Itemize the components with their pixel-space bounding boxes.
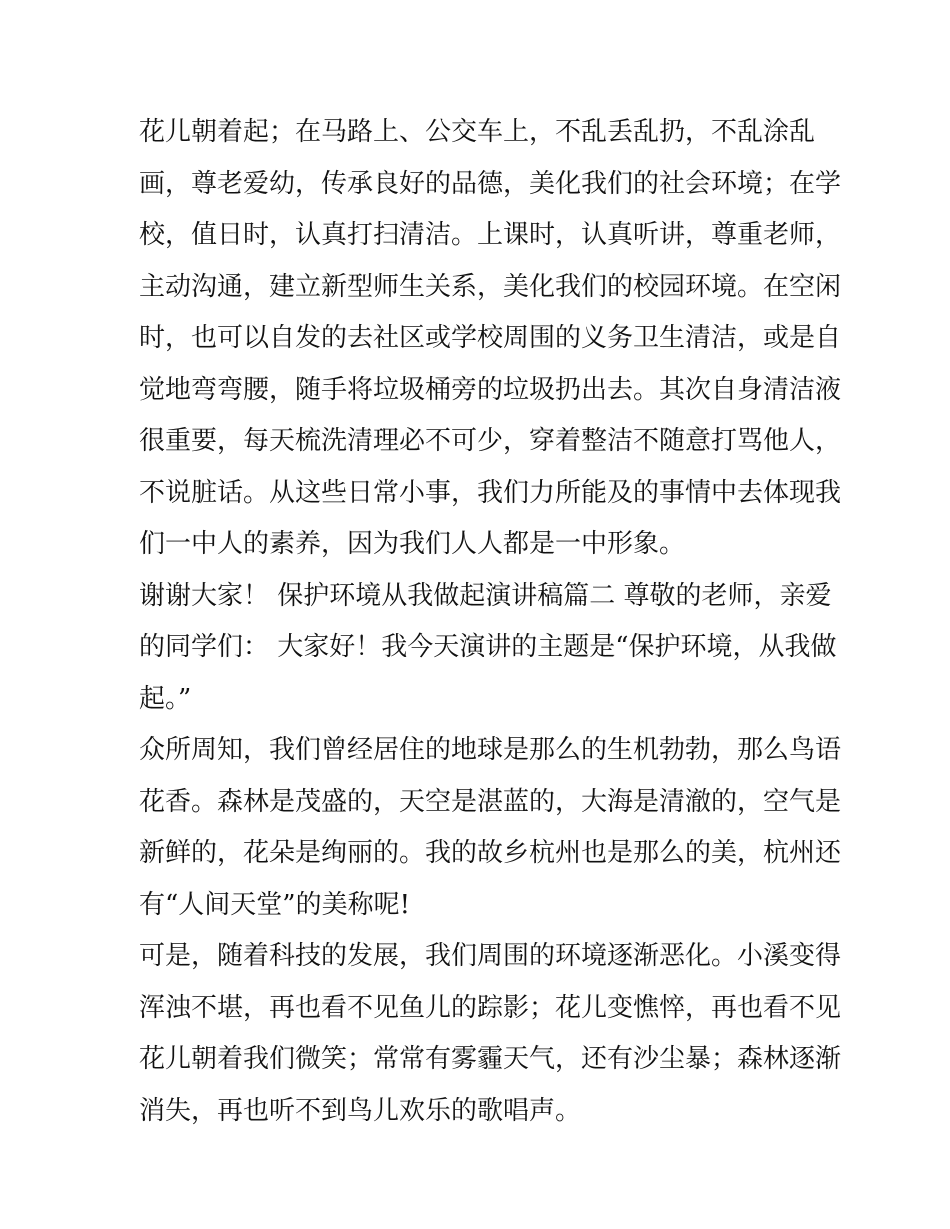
text-line: 主动沟通，建立新型师生关系，美化我们的校园环境。在空闲 xyxy=(139,271,842,302)
text-line: 花儿朝着起；在马路上、公交车上，不乱丢乱扔，不乱涂乱 xyxy=(139,117,816,147)
text-line: 觉地弯弯腰，随手将垃圾桶旁的垃圾扔出去。其次自身清洁液 xyxy=(139,374,842,405)
text-line: 画，尊老爱幼，传承良好的品德，美化我们的社会环境；在学 xyxy=(139,168,842,199)
text-line: 的同学们： 大家好！我今天演讲的主题是“保护环境，从我做 xyxy=(139,632,837,662)
text-line: 众所周知，我们曾经居住的地球是那么的生机勃勃，那么鸟语 xyxy=(139,735,842,765)
text-line: 花儿朝着我们微笑；常常有雾霾天气，还有沙尘暴；森林逐渐 xyxy=(139,1044,842,1074)
text-line: 很重要，每天梳洗清理必不可少，穿着整洁不随意打骂他人， xyxy=(139,426,842,456)
text-line: 浑浊不堪，再也看不见鱼儿的踪影；花儿变憔悴，再也看不见 xyxy=(139,992,842,1023)
text-line: 花香。森林是茂盛的，天空是湛蓝的，大海是清澈的，空气是 xyxy=(139,786,842,817)
text-line: 消失，再也听不到鸟儿欢乐的歌唱声。 xyxy=(139,1095,582,1126)
text-line: 校，值日时，认真打扫清洁。上课时，认真听讲，尊重老师， xyxy=(139,220,842,250)
text-line: 可是，随着科技的发展，我们周围的环境逐渐恶化。小溪变得 xyxy=(139,941,842,971)
text-line: 们一中人的素养，因为我们人人都是一中形象。 xyxy=(139,529,686,559)
text-line: 新鲜的，花朵是绚丽的。我的故乡杭州也是那么的美，杭州还 xyxy=(139,838,842,868)
text-line: 时，也可以自发的去社区或学校周围的义务卫生清洁，或是自 xyxy=(139,323,842,353)
text-line: 不说脏话。从这些日常小事，我们力所能及的事情中去体现我 xyxy=(139,477,842,508)
body-text xyxy=(139,107,842,1137)
text-line: 有“人间天堂”的美称呢! xyxy=(139,889,411,920)
text-line: 谢谢大家！ 保护环境从我做起演讲稿篇二 尊敬的老师，亲爱 xyxy=(139,580,832,611)
text-line: 起。” xyxy=(139,683,192,714)
